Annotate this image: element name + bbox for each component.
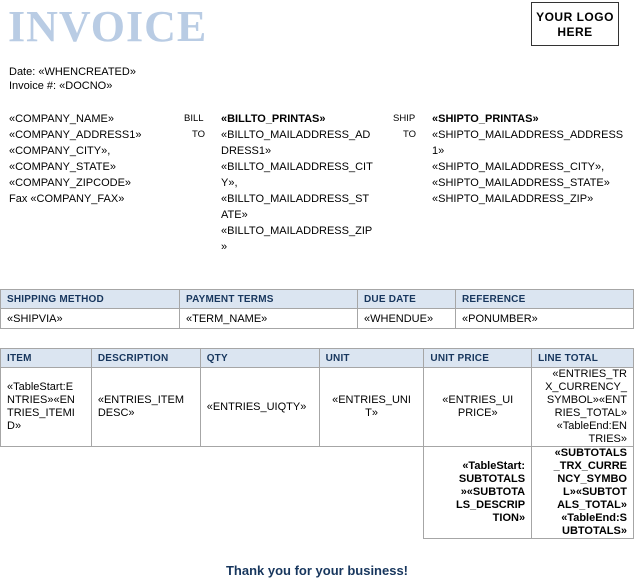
reference-cell: «PONUMBER» [456, 309, 634, 329]
cell-line: L»«SUBTOT [563, 486, 627, 498]
company-address [9, 111, 141, 207]
bill-to-label-2: TO [192, 129, 206, 140]
shipping-table [0, 289, 634, 329]
ship-to-line: «SHIPTO_MAILADDRESS_STATE» [432, 177, 610, 189]
unit-price-header: UNIT PRICE [424, 349, 532, 368]
cell-line: TRIES_ITEMI [7, 407, 75, 419]
ship-to-name: «SHIPTO_PRINTAS» [432, 113, 539, 125]
cell-line: NCY_SYMBO [557, 473, 627, 485]
line-total-cell [532, 368, 634, 447]
ship-to-line: «SHIPTO_MAILADDRESS_ZIP» [432, 193, 594, 205]
cell-line: SUBTOTALS [458, 473, 526, 485]
cell-line: «TableStart: [462, 460, 526, 472]
cell-line: TRIES» [588, 433, 627, 445]
cell-line: RIES_TOTAL» [554, 407, 627, 419]
due-date-cell: «WHENDUE» [358, 309, 456, 329]
items-table [0, 348, 634, 539]
company-line: «COMPANY_NAME» [9, 113, 114, 125]
cell-line: DESC» [97, 407, 135, 419]
cell-line: LS_DESCRIP [456, 499, 526, 511]
bill-to-line: «BILLTO_MAILADDRESS_AD [221, 129, 371, 141]
unit-price-cell [424, 368, 532, 447]
logo-placeholder [531, 2, 619, 46]
cell-line: «TableStart:E [7, 381, 74, 393]
cell-line: UBTOTALS» [562, 525, 627, 537]
subtotals-row [1, 447, 634, 539]
ship-to-line: 1» [432, 145, 445, 157]
unit-header: UNIT [319, 349, 424, 368]
subtotal-label-cell [424, 447, 532, 539]
shipping-method-header: SHIPPING METHOD [1, 290, 180, 309]
subtotal-value-cell [532, 447, 634, 539]
table-header-row [1, 290, 634, 309]
line-total-header: LINE TOTAL [532, 349, 634, 368]
bill-to-label-1: BILL [184, 113, 204, 124]
cell-line: «ENTRIES_ITEM [97, 394, 185, 406]
cell-line: «SUBTOTALS [554, 447, 627, 459]
company-line: «COMPANY_ZIPCODE» [9, 177, 132, 189]
description-header: DESCRIPTION [91, 349, 200, 368]
invoice-date: Date: «WHENCREATED» [9, 66, 136, 78]
bill-to-line: «BILLTO_MAILADDRESS_CIT [221, 161, 373, 173]
logo-line-2: HERE [557, 25, 593, 39]
shipping-method-cell: «SHIPVIA» [1, 309, 180, 329]
cell-line: «ENTRIES_UNI [332, 394, 411, 406]
table-row [1, 368, 634, 447]
table-row [1, 309, 634, 329]
qty-header: QTY [200, 349, 319, 368]
ship-to-label-1: SHIP [393, 113, 416, 124]
cell-line: «ENTRIES_UI [442, 394, 514, 406]
cell-line: NTRIES»«EN [7, 394, 75, 406]
cell-line: _TRX_CURRE [553, 460, 627, 472]
subtotals-spacer [1, 447, 424, 539]
item-cell [1, 368, 92, 447]
bill-to-line: Y», [221, 177, 238, 189]
ship-to-line: «SHIPTO_MAILADDRESS_CITY», [432, 161, 605, 173]
invoice-number: Invoice #: «DOCNO» [9, 80, 113, 92]
payment-terms-header: PAYMENT TERMS [180, 290, 358, 309]
table-header-row [1, 349, 634, 368]
bill-to-address [221, 111, 373, 255]
cell-line: TION» [492, 512, 526, 524]
ship-to-label-2: TO [403, 129, 417, 140]
cell-line: T» [365, 407, 378, 419]
company-line: Fax «COMPANY_FAX» [9, 193, 125, 205]
bill-to-line: ATE» [221, 209, 248, 221]
due-date-header: DUE DATE [358, 290, 456, 309]
bill-to-line: DRESS1» [221, 145, 272, 157]
bill-to-line: » [221, 241, 228, 253]
invoice-title: INVOICE [8, 2, 208, 51]
cell-line: X_CURRENCY_ [545, 381, 627, 393]
cell-line: SYMBOL»«ENT [546, 394, 627, 406]
bill-to-line: «BILLTO_MAILADDRESS_ZIP [221, 225, 373, 237]
bill-to-name: «BILLTO_PRINTAS» [221, 113, 326, 125]
qty-cell: «ENTRIES_UIQTY» [200, 368, 319, 447]
cell-line: «TableEnd:EN [556, 420, 627, 432]
item-header: ITEM [1, 349, 92, 368]
company-line: «COMPANY_STATE» [9, 161, 116, 173]
company-line: «COMPANY_ADDRESS1» [9, 129, 142, 141]
bill-to-line: «BILLTO_MAILADDRESS_ST [221, 193, 370, 205]
description-cell [91, 368, 200, 447]
cell-line: D» [7, 420, 22, 432]
cell-line: «ENTRIES_TR [552, 368, 627, 380]
ship-to-line: «SHIPTO_MAILADDRESS_ADDRESS [432, 129, 624, 141]
ship-to-address [432, 111, 623, 207]
company-line: «COMPANY_CITY», [9, 145, 111, 157]
unit-cell [319, 368, 424, 447]
cell-line: ALS_TOTAL» [557, 499, 627, 511]
thank-you-message: Thank you for your business! [225, 563, 409, 578]
cell-line: «TableEnd:S [561, 512, 627, 524]
logo-line-1: YOUR LOGO [536, 10, 614, 24]
reference-header: REFERENCE [456, 290, 634, 309]
cell-line: PRICE» [457, 407, 498, 419]
cell-line: »«SUBTOTA [460, 486, 526, 498]
payment-terms-cell: «TERM_NAME» [180, 309, 358, 329]
